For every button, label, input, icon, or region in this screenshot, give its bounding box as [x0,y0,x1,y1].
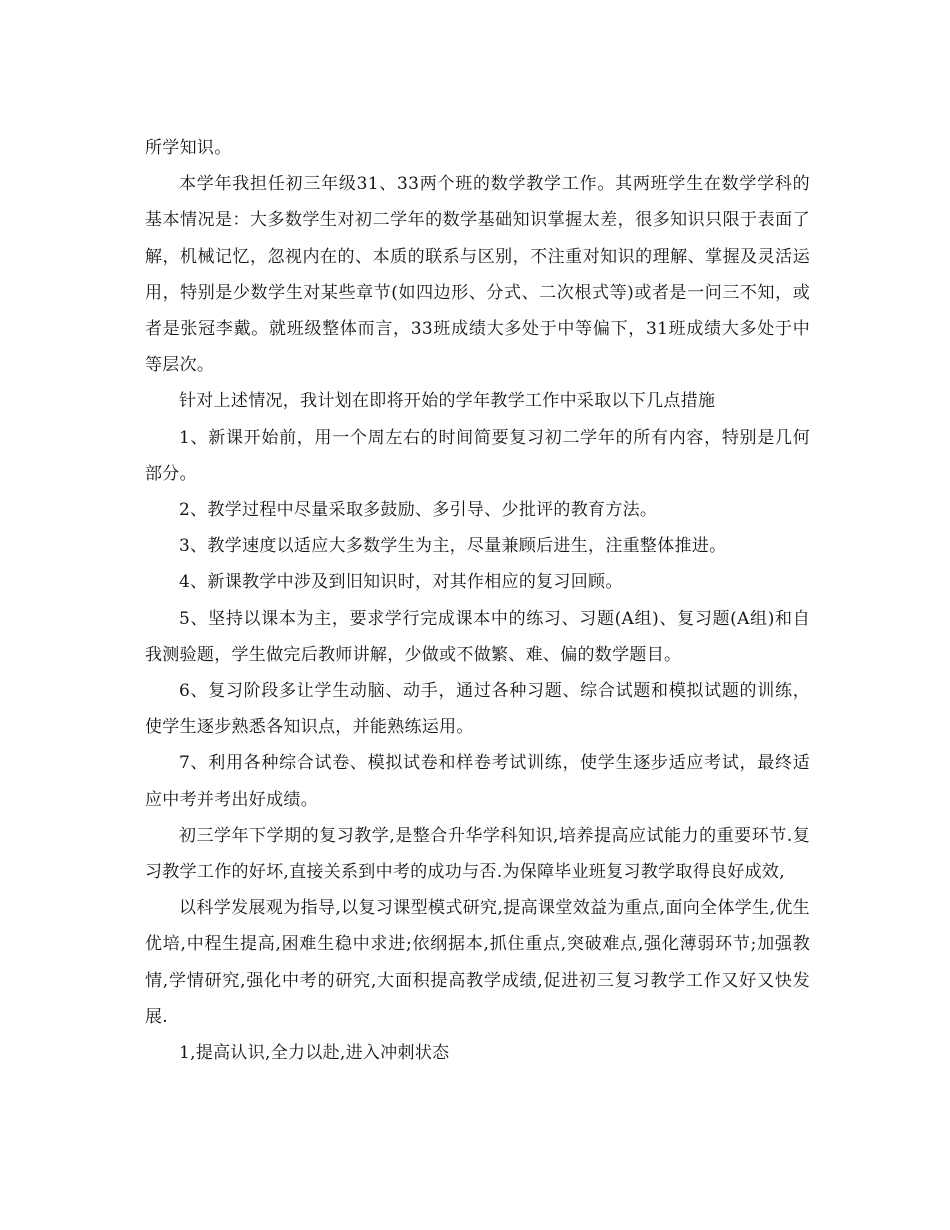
measure-item-3: 3、教学速度以适应大多数学生为主，尽量兼顾后进生，注重整体推进。 [179,536,727,557]
measure-item-2: 2、教学过程中尽量采取多鼓励、多引导、少批评的教育方法。 [179,500,658,521]
paragraph-1: 所学知识。 [145,138,232,158]
paragraph-2: 本学年我担任初三年级31、33两个班的数学教学工作。其两班学生在数学学科的基本情况是：大多数学生对初二学年的数学基础知识掌握太差，很多知识只限于表面了解，机械记忆，忽视内在的、本质的联系与区别，不注重对知识的理解、掌握及灵活运用，特别是少数学生对某些章节(如四边形、分式、二次根式等)或者是一问三不知，或者是张冠李戴。就班级整体而言，33班成绩大多处于中等偏下，31班成绩大多处于中等层次。 [145,174,810,376]
document-body [145,130,810,1071]
measure-item-1: 1、新课开始前，用一个周左右的时间简要复习初二学年的所有内容，特别是几何部分。 [145,427,810,484]
section-heading-1: 1,提高认识,全力以赴,进入冲刺状态 [179,1043,450,1064]
measure-item-4: 4、新课教学中涉及到旧知识时，对其作相应的复习回顾。 [179,572,623,593]
paragraph-review-intro: 初三学年下学期的复习教学,是整合升华学科知识,培养提高应试能力的重要环节.复习教学工作的好坏,直接关系到中考的成功与否.为保障毕业班复习教学取得良好成效, [145,825,810,883]
paragraph-3: 针对上述情况，我计划在即将开始的学年教学工作中采取以下几点措施 [179,391,716,412]
paragraph-guiding-idea: 以科学发展观为指导,以复习课型模式研究,提高课堂效益为重点,面向全体学生,优生优培,中程生提高,困难生稳中求进;依纲据本,抓住重点,突破难点,强化薄弱环节;加强教情,学情研究,强化中考的研究,大面积提高教学成绩,促进初三复习教学工作又好又快发展. [145,898,810,1027]
measure-item-6: 6、复习阶段多让学生动脑、动手，通过各种习题、综合试题和模拟试题的训练，使学生逐步熟悉各知识点，并能熟练运用。 [145,681,810,738]
measure-item-7: 7、利用各种综合试卷、模拟试卷和样卷考试训练，使学生逐步适应考试，最终适应中考并考出好成绩。 [145,753,810,810]
measure-item-5: 5、坚持以课本为主，要求学行完成课本中的练习、习题(A组)、复习题(A组)和自我测验题，学生做完后教师讲解，少做或不做繁、难、偏的数学题目。 [145,608,810,665]
